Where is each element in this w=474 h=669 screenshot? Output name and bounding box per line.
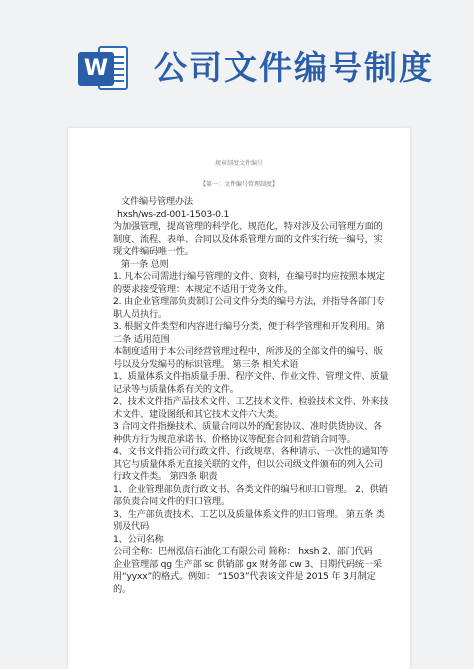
- word-icon: [78, 40, 130, 96]
- banner-header: [0, 0, 474, 110]
- doc-paragraph: 1、公司名称: [113, 533, 164, 545]
- doc-paragraph: 3、生产部负责技术、工艺以及质量体系文件的归口管理。 第五条 类别及代码: [113, 508, 385, 532]
- doc-heading: 文件编号管理办法: [121, 196, 193, 207]
- document-running-title: 规章制度文件编号: [214, 160, 263, 167]
- doc-paragraph: 公司全称：巴州泓信石油化工有限公司 简称： hxsh 2、部门代码: [113, 546, 373, 557]
- doc-paragraph: 4、文书文件指公司行政文件、行政规章、各种请示、一次性的通知等其它与质量体系无直接关联的文件，但以公司级文件颁布的列入公司行政文件类。 第四条 职责: [113, 446, 389, 482]
- document-subtitle: 【第一：文件编号管理制度】: [199, 181, 278, 188]
- word-icon-badge: W: [78, 52, 114, 86]
- doc-code: hxsh/ws-zd-001-1503-0.1: [117, 208, 230, 220]
- page-title: 公司文件编号制度: [154, 48, 434, 87]
- doc-paragraph: 本制度适用于本公司经营管理过程中，所涉及的全部文件的编号、版号以及分发编号的标识管理。 第三条 相关术语: [113, 346, 383, 370]
- doc-paragraph: 1. 凡本公司需进行编号管理的文件、资料，在编号时均应按照本规定的要求接受管理：本规定不适用于党务文件。: [113, 271, 385, 295]
- doc-section-heading: 第一条 总则: [121, 258, 169, 270]
- document-page: [68, 128, 410, 669]
- doc-paragraph: 企业管理部 qg 生产部 sc 供销部 gx 财务部 cw 3、日期代码统一采用“yyxx”的格式。例如： “1503”代表该文件是 2015 年 3月制定的。: [113, 558, 382, 595]
- document-body: [113, 196, 389, 596]
- doc-paragraph: 3. 根据文件类型和内容进行编号分类，便于科学管理和开发利用。第二条 适用范围: [113, 321, 385, 345]
- doc-paragraph: 1、质量体系文件指质量手册、程序文件、作业文件、管理文件、质量记录等与质量体系有关的文件。: [113, 371, 389, 395]
- doc-paragraph: 2、技术文件指产品技术文件、工艺技术文件、检验技术文件、外来技术文件、建设图纸和其它技术文件六大类。: [113, 396, 389, 420]
- doc-paragraph: 3 合同文件指操技术、质量合同以外的配套协议、准时供货协议、各种供方行为规范承诺书、价格协议等配套合同和营销合同等。: [113, 421, 383, 445]
- doc-paragraph: 2. 由企业管理部负责制订公司文件分类的编号方法，并指导各部门专职人员执行。: [113, 296, 385, 320]
- doc-paragraph: 1、企业管理部负责行政文书、各类文件的编号和归口管理。 2、供销部负责合同文件的归口管理。: [113, 483, 388, 507]
- doc-paragraph: 为加强管理，提高管理的科学化、规范化，特对涉及公司管理方面的制度、流程、表单、合同以及体系管理方面的文件实行统一编号，实现文件编码唯一性。: [113, 221, 383, 257]
